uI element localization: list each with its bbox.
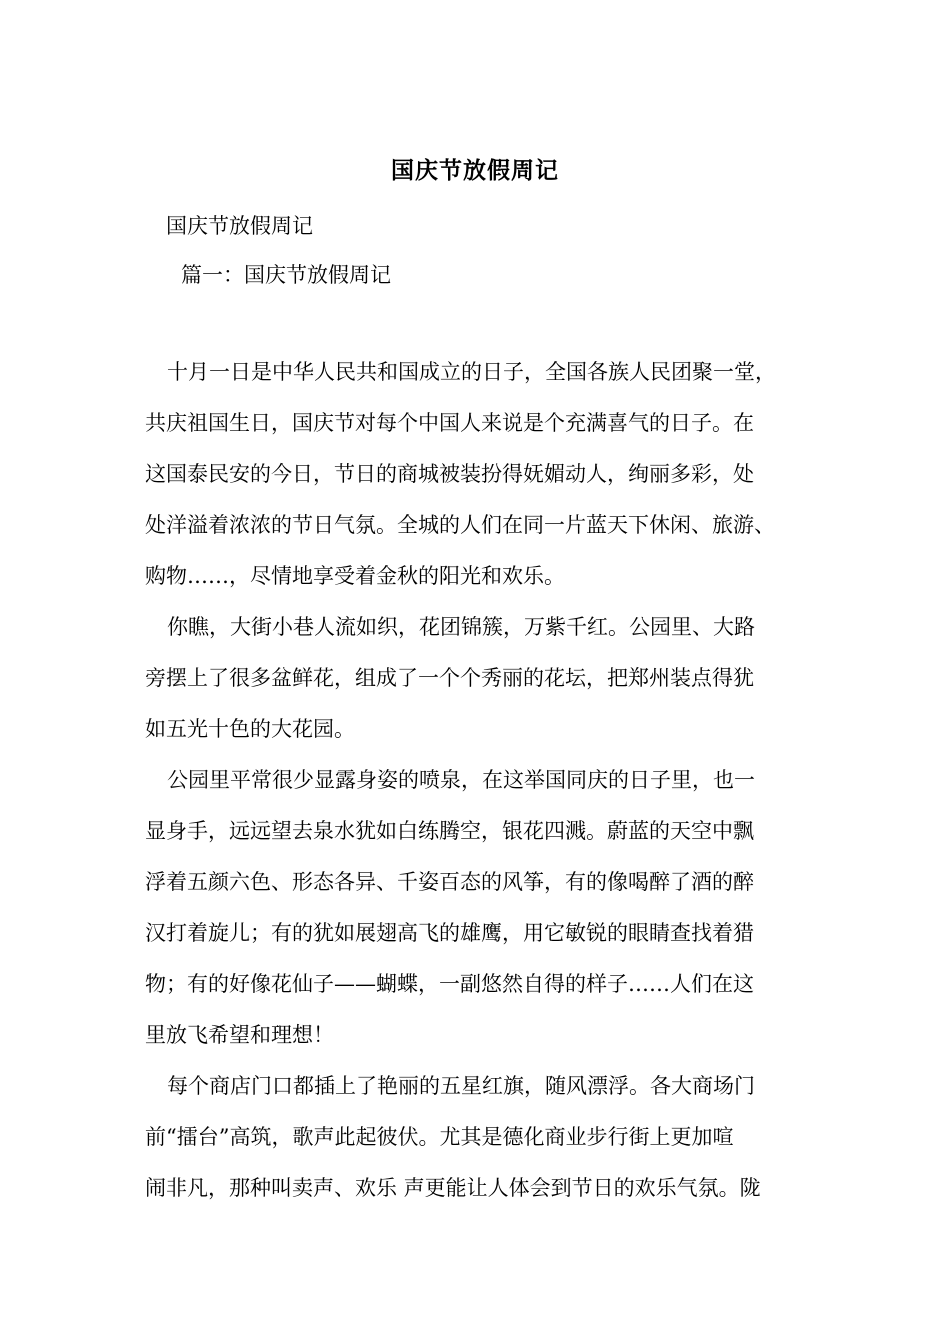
paragraph-1-line-5: 购物……，尽情地享受着金秋的阳光和欢乐。	[145, 564, 565, 588]
paragraph-1-line-3: 这国泰民安的今日，节日的商城被装扮得妩媚动人，绚丽多彩，处	[145, 462, 754, 486]
paragraph-3-line-3: 浮着五颜六色、形态各异、千姿百态的风筝，有的像喝醉了酒的醉	[145, 870, 754, 894]
document-title: 国庆节放假周记	[391, 157, 559, 184]
paragraph-4-line-1: 每个商店门口都插上了艳丽的五星红旗，随风漂浮。各大商场门	[167, 1074, 755, 1098]
paragraph-4-line-3: 闹非凡，那种叫卖声、欢乐 声更能让人体会到节日的欢乐气氛。陇	[145, 1176, 761, 1200]
paragraph-3-line-5: 物；有的好像花仙子——蝴蝶，一副悠然自得的样子……人们在这	[145, 972, 754, 996]
document-subtitle: 国庆节放假周记	[166, 214, 313, 238]
paragraph-2-line-2: 旁摆上了很多盆鲜花，组成了一个个秀丽的花坛，把郑州装点得犹	[145, 666, 754, 690]
paragraph-4-line-2: 前“擂台”高筑，歌声此起彼伏。尤其是德化商业步行街上更加喧	[145, 1125, 734, 1149]
paragraph-1-line-2: 共庆祖国生日，国庆节对每个中国人来说是个充满喜气的日子。在	[145, 411, 754, 435]
paragraph-3-line-6: 里放飞希望和理想！	[145, 1023, 334, 1047]
paragraph-2-line-1: 你瞧，大街小巷人流如织，花团锦簇，万紫千红。公园里、大路	[167, 615, 755, 639]
body-text	[145, 352, 835, 1219]
paragraph-3-line-2: 显身手，远远望去泉水犹如白练腾空，银花四溅。蔚蓝的天空中飘	[145, 819, 754, 843]
paragraph-1-line-1: 十月一日是中华人民共和国成立的日子，全国各族人民团聚一堂，	[167, 360, 776, 384]
section-heading: 篇一：国庆节放假周记	[181, 263, 391, 287]
paragraph-2-line-3: 如五光十色的大花园。	[145, 717, 355, 741]
paragraph-3-line-4: 汉打着旋儿；有的犹如展翅高飞的雄鹰，用它敏锐的眼睛查找着猎	[145, 921, 754, 945]
paragraph-1-line-4: 处洋溢着浓浓的节日气氛。全城的人们在同一片蓝天下休闲、旅游、	[145, 513, 775, 537]
paragraph-3-line-1: 公园里平常很少显露身姿的喷泉，在这举国同庆的日子里，也一	[167, 768, 755, 792]
